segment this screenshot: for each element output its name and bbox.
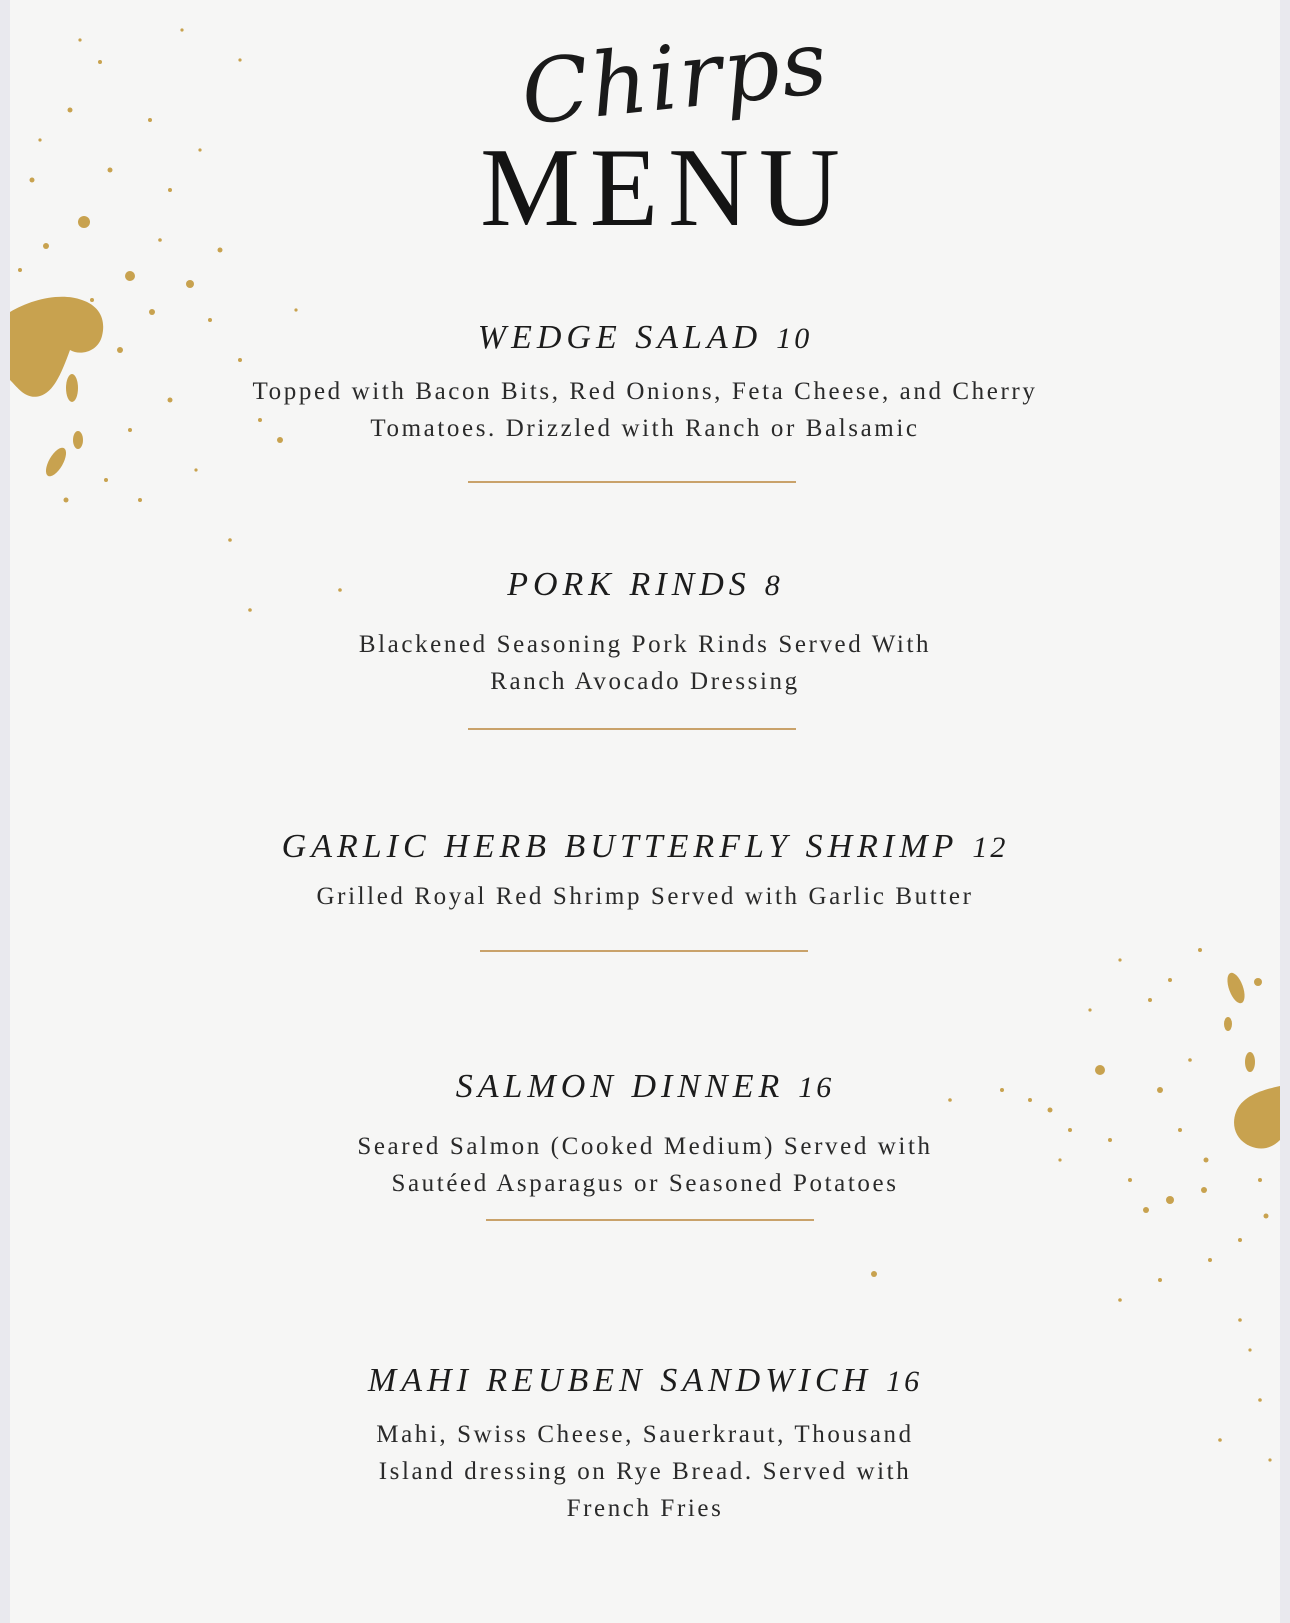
item-description-line: Mahi, Swiss Cheese, Sauerkraut, Thousand: [376, 1421, 914, 1448]
menu-title: MENU: [480, 126, 850, 250]
item-name: WEDGE SALAD: [477, 319, 763, 356]
item-description-line: Island dressing on Rye Bread. Served with: [378, 1458, 912, 1485]
item-name-line: [10, 1067, 1280, 1108]
item-description-line: Topped with Bacon Bits, Red Onions, Feta Cheese, and Cherry: [252, 378, 1038, 405]
item-description-line: Seared Salmon (Cooked Medium) Served with: [357, 1133, 933, 1160]
item-description-line: Ranch Avocado Dressing: [490, 668, 800, 695]
item-price: 10: [776, 322, 813, 355]
item-name: SALMON DINNER: [455, 1068, 785, 1105]
item-price: 8: [764, 569, 783, 602]
item-description-line: Sautéed Asparagus or Seasoned Potatoes: [391, 1170, 899, 1197]
item-name: PORK RINDS: [507, 566, 751, 603]
menu-item-pork-rinds: [10, 565, 1280, 700]
item-description-line: Blackened Seasoning Pork Rinds Served With: [358, 631, 932, 658]
gold-divider: [468, 728, 796, 730]
item-price: 12: [972, 831, 1009, 864]
menu-item-wedge-salad: [10, 318, 1280, 447]
item-description-line: Grilled Royal Red Shrimp Served with Garlic Butter: [316, 883, 974, 910]
gold-divider: [468, 481, 796, 483]
item-description-line: French Fries: [566, 1495, 724, 1522]
item-name-line: [10, 565, 1280, 606]
item-price: 16: [798, 1071, 835, 1104]
gold-divider: [480, 950, 808, 952]
gold-divider: [486, 1219, 814, 1221]
menu-item-salmon-dinner: [10, 1067, 1280, 1202]
menu-item-garlic-herb-butterfly-shrimp: [10, 827, 1280, 915]
item-name: MAHI REUBEN SANDWICH: [367, 1362, 873, 1399]
item-name: GARLIC HERB BUTTERFLY SHRIMP: [281, 828, 959, 865]
menu-page: [10, 0, 1280, 1623]
item-description-line: Tomatoes. Drizzled with Ranch or Balsamic: [370, 415, 920, 442]
brand-script-title: Chirps: [516, 10, 834, 145]
item-price: 16: [886, 1365, 923, 1398]
item-name-line: [10, 318, 1280, 359]
menu-item-mahi-reuben-sandwich: [10, 1361, 1280, 1527]
item-name-line: [10, 1361, 1280, 1402]
item-name-line: [10, 827, 1280, 868]
